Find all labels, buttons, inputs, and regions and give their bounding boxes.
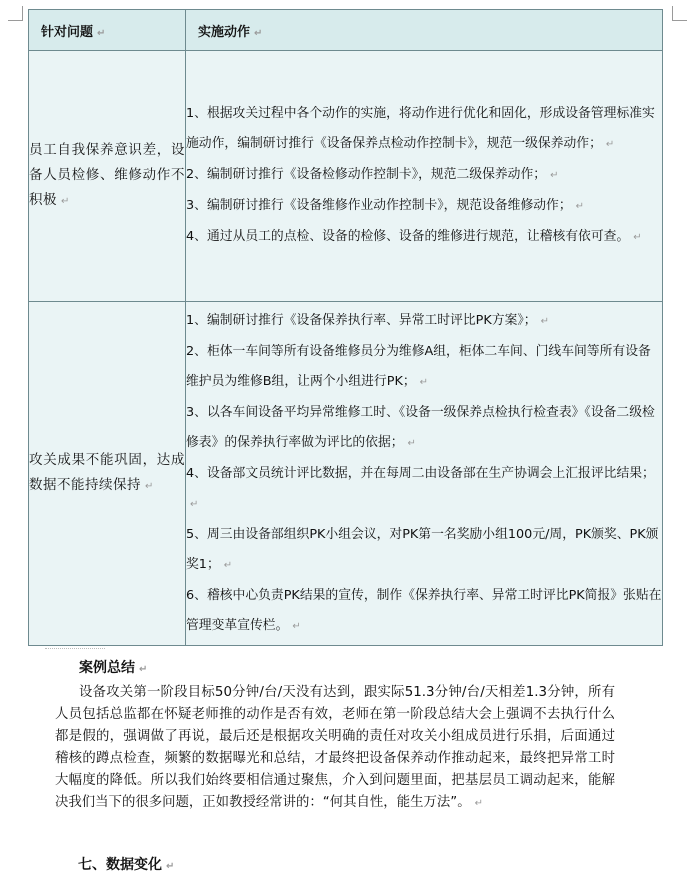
margin-corner-mark-left [8, 6, 23, 21]
table-row [29, 302, 663, 646]
header-issue: 针对问题 ↵ [29, 10, 186, 51]
case-summary [55, 656, 615, 815]
section-heading: 七、数据变化 ↵ [78, 857, 175, 873]
action-item: 4、通过从员工的点检、设备的检修、设备的维修进行规范，让稽核有依可查。 ↵ [186, 229, 642, 244]
measures-table [28, 9, 663, 646]
actions-cell [186, 51, 663, 302]
action-item: 3、以各车间设备平均异常维修工时、《设备一级保养点检执行检查表》《设备二级检修表》的保养执行率做为评比的依据； ↵ [186, 404, 655, 450]
action-item: 2、柜体一车间等所有设备维修员分为维修A组，柜体二车间、门线车间等所有设备维护员为维修B组，让两个小组进行PK； ↵ [186, 343, 651, 389]
summary-title: 案例总结 ↵ [79, 660, 148, 676]
header-actions: 实施动作 ↵ [186, 10, 663, 51]
action-item: 3、编制研讨推行《设备维修作业动作控制卡》，规范设备维修动作； ↵ [186, 198, 585, 213]
issue-cell: 员工自我保养意识差，设备人员检修、维修动作不积极 ↵ [29, 51, 186, 302]
summary-body: 设备攻关第一阶段目标50分钟/台/天没有达到，跟实际51.3分钟/台/天相差1.3分钟，所有人员包括总监都在怀疑老师推的动作是否有效，老师在第一阶段总结大会上强调不去执行什么都是假的，强调做了再说，最后还是根据攻关明确的责任对攻关小组成员进行乐捐，后面通过稽核的蹲点检查，频繁的数据曝光和总结，才最终把设备保养动作推动起来，最终把异常工时大幅度的降低。所以我们始终要相信通过聚焦，介入到问题里面，把基层员工调动起来，能解决我们当下的很多问题，正如教授经常讲的：“何其自性，能生万法”。 ↵ [55, 685, 615, 810]
margin-corner-mark-right [672, 6, 687, 21]
action-item: 4、设备部文员统计评比数据，并在每周二由设备部在生产协调会上汇报评比结果；↵ [186, 465, 655, 510]
action-item: 5、周三由设备部组织PK小组会议，对PK第一名奖励小组100元/周，PK颁奖、PK颁奖1； ↵ [186, 526, 659, 572]
action-item: 1、编制研讨推行《设备保养执行率、异常工时评比PK方案》； ↵ [186, 312, 549, 328]
actions-cell [186, 302, 663, 646]
table-row [29, 51, 663, 302]
action-item: 1、根据攻关过程中各个动作的实施，将动作进行优化和固化，形成设备管理标准实施动作，编制研讨推行《设备保养点检动作控制卡》，规范一级保养动作； ↵ [186, 106, 655, 151]
issue-cell: 攻关成果不能巩固，达成数据不能持续保持 ↵ [29, 302, 186, 646]
action-item: 6、稽核中心负责PK结果的宣传，制作《保养执行率、异常工时评比PK简报》张贴在管理变革宣传栏。 ↵ [186, 587, 662, 633]
action-item: 2、编制研讨推行《设备检修动作控制卡》，规范二级保养动作； ↵ [186, 167, 559, 182]
table-header-row [29, 10, 663, 51]
